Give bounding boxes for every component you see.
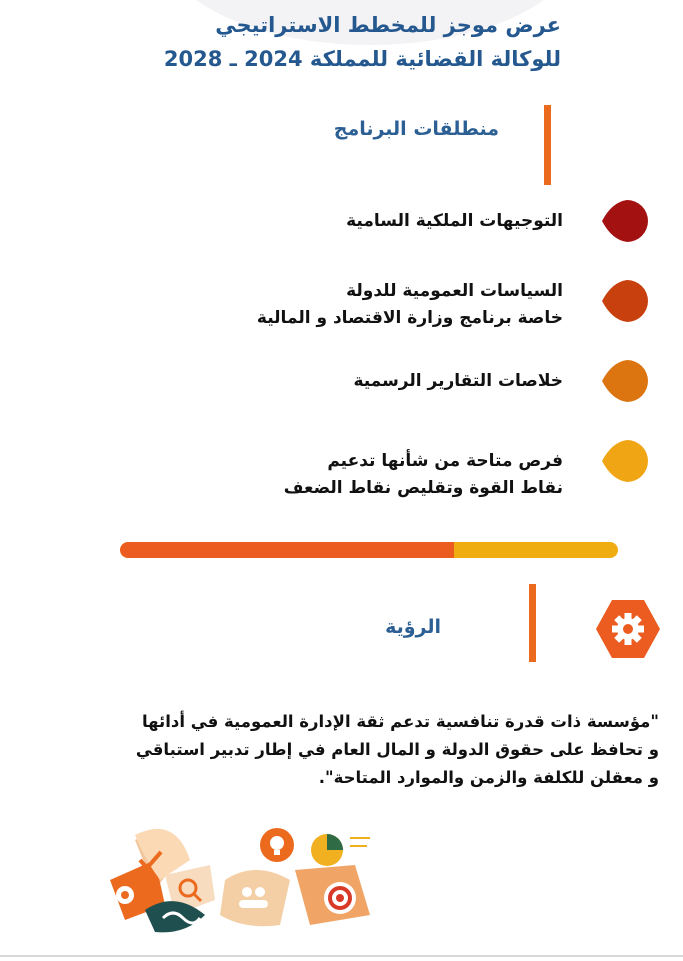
page-title <box>41 8 561 76</box>
pie-chart-icon <box>311 834 343 866</box>
program-list-item-text <box>346 208 563 235</box>
program-list-item-line: السياسات العمومية للدولة <box>346 281 563 301</box>
illustration-right-cluster <box>220 828 370 926</box>
section-divider-fill <box>120 542 454 558</box>
program-list-item-text <box>257 278 563 332</box>
page-bottom-border <box>0 955 683 957</box>
program-list-item-text <box>353 368 563 395</box>
gear-icon <box>116 886 134 904</box>
vision-statement <box>19 708 659 792</box>
program-list-item <box>0 270 683 350</box>
program-list-item-line: التوجيهات الملكية السامية <box>346 211 563 231</box>
vision-line-1: "مؤسسة ذات قدرة تنافسية تدعم ثقة الإدارة العمومية في أدائها <box>141 712 659 731</box>
vision-line-2: و تحافظ على حقوق الدولة و المال العام في إطار تدبير استباقي <box>135 740 659 759</box>
program-list-item <box>0 430 683 510</box>
teardrop-bullet-icon <box>600 358 646 404</box>
illustration-left-cluster <box>110 829 215 933</box>
program-heading-accent-bar <box>544 105 551 185</box>
vision-heading-accent-bar <box>529 584 536 662</box>
gear-icon <box>595 596 661 662</box>
program-list-item-line: نقاط القوة وتقليص نقاط الضعف <box>283 478 563 498</box>
teardrop-bullet-icon <box>600 438 646 484</box>
program-list-item <box>0 350 683 430</box>
teardrop-bullet-icon <box>600 278 646 324</box>
program-list-item-text <box>284 448 563 502</box>
vision-line-3: و معقلن للكلفة والزمن والموارد المتاحة". <box>318 768 659 787</box>
decorative-illustration <box>95 820 395 940</box>
program-list-item-line: خاصة برنامج وزارة الاقتصاد و المالية <box>256 308 563 328</box>
program-list-item <box>0 190 683 270</box>
vision-heading: الرؤية <box>385 616 441 638</box>
program-list-item-line: فرص متاحة من شأنها تدعيم <box>327 451 563 471</box>
section-divider-bar <box>120 542 618 558</box>
target-icon <box>324 882 356 914</box>
page-title-line-1: عرض موجز للمخطط الاستراتيجي <box>215 13 561 37</box>
teardrop-bullet-icon <box>600 198 646 244</box>
lightbulb-icon <box>260 828 294 862</box>
program-heading: منطلقات البرنامج <box>333 118 499 140</box>
page-title-line-2: للوكالة القضائية للمملكة 2024 ـ 2028 <box>163 47 561 71</box>
program-list-item-line: خلاصات التقارير الرسمية <box>353 371 563 391</box>
